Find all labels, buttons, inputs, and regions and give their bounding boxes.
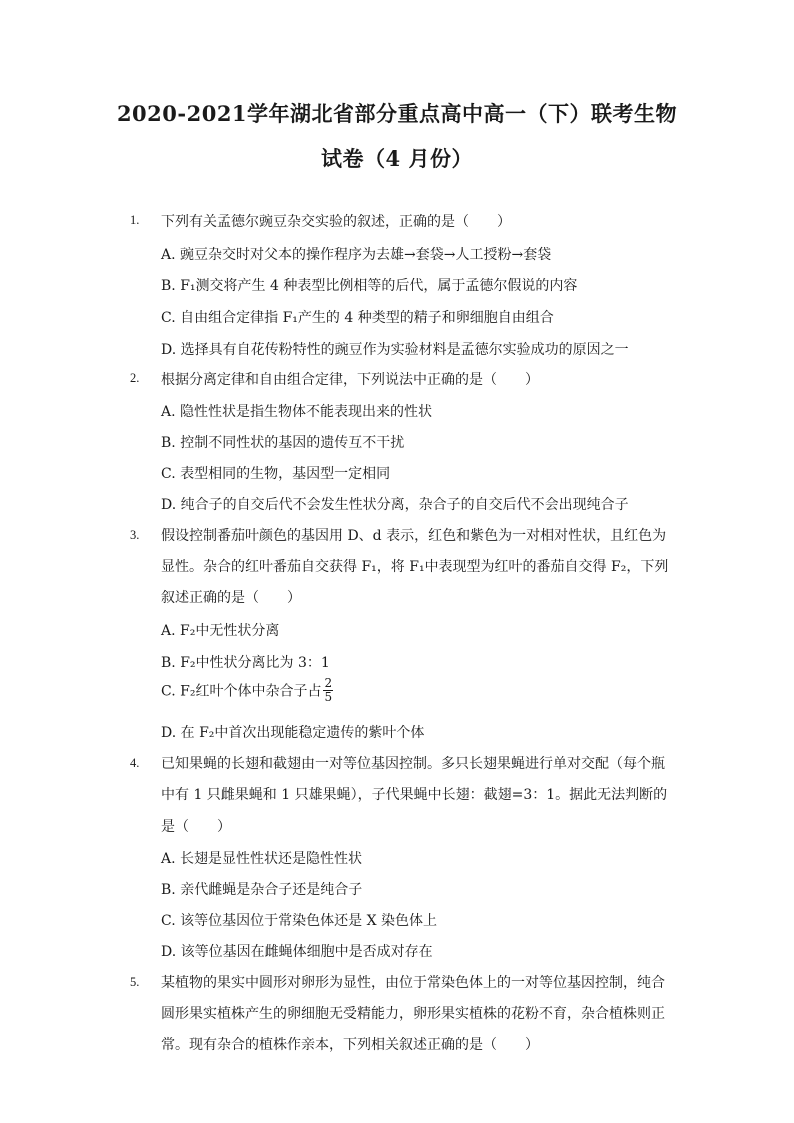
- fraction-numerator: 2: [324, 676, 333, 690]
- question-1-number: 1.: [130, 213, 140, 227]
- question-1-stem: 下列有关孟德尔豌豆杂交实验的叙述，正确的是（ ）: [161, 214, 511, 230]
- question-4-number: 4.: [130, 756, 140, 770]
- question-3-number: 3.: [130, 528, 140, 542]
- question-3-stem-line-3: 叙述正确的是（ ）: [161, 590, 301, 606]
- question-2-number: 2.: [130, 371, 140, 385]
- question-2-option-c: C. 表型相同的生物，基因型一定相同: [161, 466, 391, 482]
- question-4-option-b: B. 亲代雌蝇是杂合子还是纯合子: [161, 882, 363, 898]
- question-4-stem-line-2: 中有 1 只雌果蝇和 1 只雄果蝇），子代果蝇中长翅：截翅=3：1。据此无法判断的: [161, 787, 668, 803]
- question-2-option-b: B. 控制不同性状的基因的遗传互不干扰: [161, 435, 405, 451]
- question-5-stem-line-3: 常。现有杂合的植株作亲本，下列相关叙述正确的是（ ）: [161, 1037, 539, 1053]
- question-3-option-c-row: [161, 677, 333, 704]
- question-1-option-a: A. 豌豆杂交时对父本的操作程序为去雄→套袋→人工授粉→套袋: [161, 247, 552, 263]
- fraction-two-fifths: [323, 677, 333, 704]
- question-5-number: 5.: [130, 975, 140, 989]
- page-title-line-2: 试卷（4 月份）: [321, 146, 473, 171]
- question-4-option-d: D. 该等位基因在雌蝇体细胞中是否成对存在: [161, 944, 433, 960]
- fraction-denominator: 5: [324, 690, 333, 704]
- question-4-stem-line-1: 已知果蝇的长翅和截翅由一对等位基因控制。多只长翅果蝇进行单对交配（每个瓶: [161, 756, 665, 772]
- question-3-option-b: B. F₂中性状分离比为 3：1: [161, 655, 330, 671]
- question-2-stem: 根据分离定律和自由组合定律，下列说法中正确的是（ ）: [161, 372, 539, 388]
- question-5-stem-line-2: 圆形果实植株产生的卵细胞无受精能力，卵形果实植株的花粉不育，杂合植株则正: [161, 1006, 665, 1022]
- question-5-stem-line-1: 某植物的果实中圆形对卵形为显性，由位于常染色体上的一对等位基因控制，纯合: [161, 975, 665, 991]
- question-1-option-b: B. F₁测交将产生 4 种表型比例相等的后代，属于孟德尔假说的内容: [161, 278, 578, 294]
- question-1-option-d: D. 选择具有自花传粉特性的豌豆作为实验材料是孟德尔实验成功的原因之一: [161, 342, 629, 358]
- page-title-line-1: 2020-2021学年湖北省部分重点高中高一（下）联考生物: [116, 101, 678, 126]
- question-2-option-a: A. 隐性性状是指生物体不能表现出来的性状: [161, 404, 433, 420]
- question-4-stem-line-3: 是（ ）: [161, 819, 231, 835]
- question-3-option-a: A. F₂中无性状分离: [161, 623, 280, 639]
- question-1-option-c: C. 自由组合定律指 F₁产生的 4 种类型的精子和卵细胞自由组合: [161, 310, 554, 326]
- question-3-stem-line-1: 假设控制番茄叶颜色的基因用 D、d 表示，红色和紫色为一对相对性状，且红色为: [161, 528, 667, 544]
- question-4-option-c: C. 该等位基因位于常染色体还是 X 染色体上: [161, 913, 437, 929]
- question-2-option-d: D. 纯合子的自交后代不会发生性状分离，杂合子的自交后代不会出现纯合子: [161, 497, 629, 513]
- question-3-stem-line-2: 显性。杂合的红叶番茄自交获得 F₁，将 F₁中表现型为红叶的番茄自交得 F₂，下列: [161, 559, 669, 575]
- question-3-option-d: D. 在 F₂中首次出现能稳定遗传的紫叶个体: [161, 725, 425, 741]
- question-4-option-a: A. 长翅是显性性状还是隐性性状: [161, 851, 363, 867]
- question-3-option-c: C. F₂红叶个体中杂合子占: [161, 683, 322, 700]
